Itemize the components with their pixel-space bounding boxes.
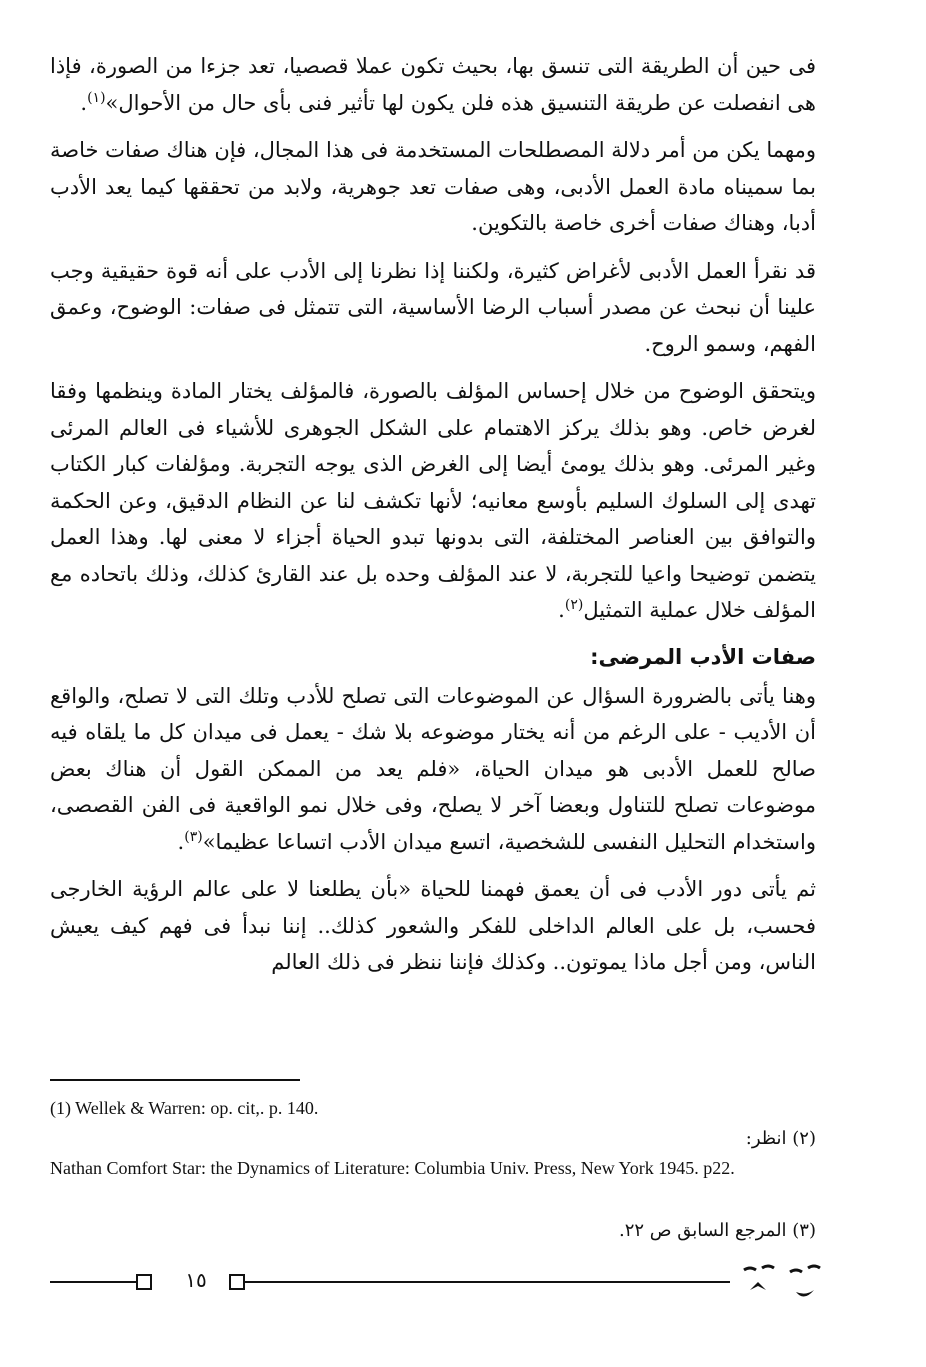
footer-line-right: [244, 1281, 730, 1283]
paragraph-1: [50, 48, 816, 121]
paragraph-2: [50, 132, 816, 242]
footnote-1: (1) Wellek & Warren: op. cit,. p. 140.: [50, 1098, 319, 1118]
paragraph-5: [50, 678, 816, 861]
paragraph-2-text: ومهما يكن من أمر دلالة المصطلحات المستخدمة فى هذا المجال، فإن هناك صفات خاصة بما سميناه مادة العمل الأدبى، وهى صفات تعد جوهرية، ولابد من تحققها كيما يعد الأدب أدبا، وهناك صفات أخرى خاصة بالتكوين.: [50, 138, 816, 235]
paragraph-5-tail: .: [177, 829, 185, 854]
paragraph-3-text: قد نقرأ العمل الأدبى لأغراض كثيرة، ولكننا إذا نظرنا إلى الأدب على أنه قوة حقيقية وجب علينا أن نبحث عن مصدر أسباب الرضا الأساسية، التى تتمثل فى صفات: الوضوح، وعمق الفهم، وسمو الروح.: [50, 258, 816, 356]
paragraph-4-text: ويتحقق الوضوح من خلال إحساس المؤلف بالصورة، فالمؤلف يختار المادة وينظمها وفقا لغرض خاص. وهو بذلك يركز الاهتمام على الشكل الجوهرى للأشياء فى العالم المرئى وغير المرئى. وهو بذلك يومئ أيضا إلى الغرض الذى يوجه التجربة. ومؤلفات كبار الكتاب تهدى إلى السلوك السليم بأوسع معانيه؛ لأنها تكشف لنا عن النظام الدقيق، وعن الحكمة والتوافق بين العناصر المختلفة، التى بدونها تبدو الحياة أجزاء لا معنى لها. وهذا العمل يتضمن توضيحا واعيا للتجربة، لا عند المؤلف وحده بل عند القارئ كذلك، وذلك باتحاده مع المؤلف خلال عملية التمثيل: [50, 379, 816, 622]
footnote-ref-3[interactable]: (٣): [184, 828, 203, 845]
page-body: [50, 48, 816, 992]
footnote-separator: [50, 1079, 300, 1081]
paragraph-3: [50, 253, 816, 363]
footer-line-left: [50, 1281, 136, 1283]
paragraph-4-tail: .: [558, 598, 565, 622]
footnote-2-text: Nathan Comfort Star: the Dynamics of Literature: Columbia Univ. Press, New York 1945. p22.: [50, 1158, 735, 1178]
ornament-icon: [740, 1262, 826, 1312]
paragraph-5-text: وهنا يأتى بالضرورة السؤال عن الموضوعات التى تصلح للأدب وتلك التى لا تصلح، والواقع أن الأديب - على الرغم من أنه يختار موضوعه بلا شك - يعمل فى ميدان كل ما يلقاه فيه صالح للعمل الأدبى هو ميدان الحياة، «فلم يعد من الممكن القول أن هناك بعض موضوعات تصلح للتناول وبعضا آخر لا يصلح، وفى خلال نمو الواقعية فى الفن القصصى، واستخدام التحليل النفسى للشخصية، اتسع ميدان الأدب اتساعا عظيما»: [50, 683, 816, 854]
footnote-3: (٣) المرجع السابق ص ٢٢.: [618, 1220, 816, 1241]
section-heading: صفات الأدب المرضى:: [590, 644, 816, 669]
footer-box-left: [136, 1274, 152, 1290]
page-number: ١٥: [185, 1268, 207, 1292]
paragraph-1-tail: .: [80, 90, 88, 115]
footnote-2-label: (٢) انظر:: [745, 1128, 816, 1149]
footnote-ref-1[interactable]: (١): [87, 89, 106, 106]
paragraph-6-text: ثم يأتى دور الأدب فى أن يعمق فهمنا للحياة «بأن يطلعنا لا على عالم الرؤية الخارجى فحسب، بل على العالم الداخلى للفكر والشعور كذلك.. إننا نبدأ فى فهم كيف يعيش الناس، ومن أجل ماذا يموتون.. وكذلك فإننا ننظر فى ذلك العالم: [50, 877, 816, 974]
paragraph-4: [50, 373, 816, 629]
footnote-ref-2[interactable]: (٢): [564, 597, 584, 613]
paragraph-6: [50, 871, 816, 981]
paragraph-1-text: فى حين أن الطريقة التى تنسق بها، بحيث تكون عملا قصصيا، تعد جزءا من الصورة، فإذا هى انفصلت عن طريقة التنسيق هذه فلن يكون لها تأثير فنى بأى حال من الأحوال»: [50, 54, 816, 115]
footer-box-right: [229, 1274, 245, 1290]
